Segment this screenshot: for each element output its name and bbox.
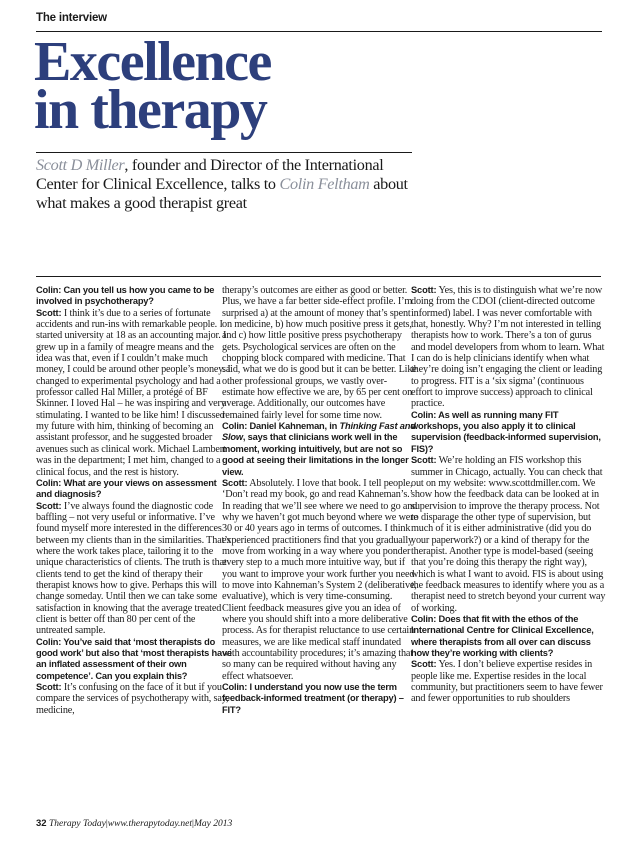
headline <box>34 31 271 141</box>
headline-line-1: Excellence <box>34 31 271 93</box>
publication-name: Therapy Today <box>48 819 106 829</box>
section-label: The interview <box>36 12 107 24</box>
answer-text: Yes. I don’t believe expertise resides in people like me. Expertise resides in the local community, but practitioners seem to have fewer and fewer opportunities to rub shoulders <box>411 659 603 705</box>
answer-text: I think it’s due to a series of fortunate accidents and run-ins with remarkable people. I started university at 18 as an accounting major. I grew up in a family of meagre means and the idea was that, even if I couldn’t make much money, I could be around other people’s money. I changed to experimental psychology and had a professor called Hal Miller, a protégé of BF Skinner. I loved Hal – he was inspiring and very stimulating. I wanted to be like him! I discussed my future with him, thinking of becoming an assistant professor, and he suggested broader avenues such as clinical work. Michael Lambert was in the department; I met him, changed to a clinical focus, and the rest is history. <box>36 307 231 478</box>
interview-question: Colin: I understand you now use the term feedback-informed treatment (or therapy) – FIT? <box>222 682 404 715</box>
standfirst-rule <box>36 152 412 153</box>
headline-line-2: in therapy <box>34 79 267 141</box>
page-number: 32 <box>36 818 47 829</box>
article-column-2 <box>222 285 418 716</box>
footer-separator: | <box>192 819 194 829</box>
subject-name: Scott D Miller <box>36 156 125 174</box>
interview-answer <box>36 308 232 478</box>
interview-answer <box>222 285 418 421</box>
interviewer-name: Colin Feltham <box>279 175 370 193</box>
column-2-rule <box>222 276 412 277</box>
standfirst-text-1: , founder and Director of the International Center for Clinical Excellence, talks to <box>36 156 384 193</box>
footer-separator: | <box>105 819 108 829</box>
column-1-rule <box>36 276 226 277</box>
interview-question: Colin: What are your views on assessment and diagnosis? <box>36 477 217 500</box>
standfirst-text-2: about what makes a good therapist great <box>36 175 408 212</box>
interview-answer <box>411 285 607 410</box>
speaker-label: Scott: <box>36 307 62 318</box>
answer-text: therapy’s outcomes are either as good or better. Plus, we have a far better side-effect profile. I’m surprised a) at the amount of money that’s spent on medicine, b) how much positive press it gets, and c) how little positive press psychotherapy gets. Psychological services are often on the chopping block compared with medicine. That said, what we do is good but it can be better. Like other professional groups, we vastly over-estimate how effective we are, by 65 per cent on average. Additionally, our outcomes have remained fairly level for some time now. <box>222 285 417 421</box>
interview-question: Colin: Does that fit with the ethos of the International Centre for Clinical Excellence, where therapists from all over can discuss how they’re working with clients? <box>411 613 594 658</box>
interview-question: Colin: Can you tell us how you came to be involved in psychotherapy? <box>36 285 215 307</box>
interview-answer <box>411 659 607 704</box>
answer-text: It’s confusing on the face of it but if you compare the services of psychotherapy with, say, medicine, <box>36 682 229 716</box>
interview-question <box>222 421 418 478</box>
page-footer <box>36 818 232 829</box>
speaker-label: Scott: <box>36 500 62 511</box>
answer-text: Absolutely. I love that book. I tell people, ‘Don’t read my book, go and read Kahneman’s.’ In reading that we’ll see where we need to go and why we haven’t got much beyond where we were 30 or 40 years ago in terms of outcomes. I think experienced practitioners find that you gradually move from working in a way where you ponder every step to a much more intuitive way, but if you want to improve your work further you need to move into Kahneman’s System 2 (deliberative, evaluative), which is very time-consuming. Client feedback measures give you an idea of where you should shift into a more deliberative process. As for therapist reluctance to use certain measures, we are like medical staff inundated with accountability procedures; it’s amazing that so many can be required without having any effect whatsoever. <box>222 477 418 682</box>
issue-date: May 2013 <box>193 819 233 829</box>
speaker-label: Scott: <box>411 659 437 670</box>
answer-text: I’ve always found the diagnostic code baffling – not very useful or informative. I’ve found myself more interested in the differences between my clients than in the similarities. That’s where the work takes place, tailoring it to the unique characteristics of clients. The truth is that clients tend to get the kind of therapy their therapist knows how to give. Perhaps this will change someday. Until then we can take some satisfaction in knowing that the average treated client is better off than 80 per cent of the untreated sample. <box>36 500 231 637</box>
answer-text: We’re holding an FIS workshop this summer in Chicago, actually. You can check that out on my website: www.scottdmiller.com. We show how the feedback data can be looked at in supervision to improve the therapy process. Not to disparage the other type of supervision, but much of it is either administrative (did you do your paperwork?) or a kind of therapy for the therapist. Another type is model-based (seeing that you’re doing this therapy the right way), which is what I want to avoid. FIS is about using the feedback measures to identify where you as a therapist need to stretch beyond your current way of working. <box>411 455 606 614</box>
standfirst <box>36 156 416 213</box>
question-text: , says that clinicians work well in the moment, working intuitively, but are not so good at seeing their limitations in the longer view. <box>222 432 409 477</box>
column-3-rule <box>411 276 601 277</box>
speaker-label: Scott: <box>411 285 437 295</box>
answer-text: Yes, this is to distinguish what we’re now doing from the CDOI (client-directed outcome informed) label. I was never comfortable with that, honestly. Why? I’m not interested in telling therapists how to work. There’s a ton of gurus and model developers from whom to learn. What I can do is help clinicians identify when what they’re doing isn’t engaging the client or leading to progress. FIT is a ‘six sigma’ (continuous effort to improve success) approach to clinical practice. <box>411 285 605 410</box>
article-column-1 <box>36 285 232 716</box>
speaker-label: Scott: <box>36 682 62 693</box>
article-column-3 <box>411 285 607 705</box>
interview-answer <box>411 455 607 614</box>
speaker-label: Scott: <box>222 477 248 488</box>
book-title: Thinking Fast and Slow <box>222 421 416 443</box>
interview-answer <box>36 501 232 637</box>
question-text: Colin: Daniel Kahneman, in <box>222 421 340 432</box>
interview-question: Colin: You’ve said that ‘most therapists do good work’ but also that ‘most therapists have an inflated assessment of their own competence’. Can you explain this? <box>36 636 232 681</box>
interview-answer <box>36 682 232 716</box>
interview-question: Colin: As well as running many FIT workshops, you also apply it to clinical supervision (feedback-informed supervision, FIS)? <box>411 409 601 454</box>
publication-website: www.therapytoday.net <box>107 819 193 829</box>
speaker-label: Scott: <box>411 455 437 466</box>
interview-answer <box>222 478 418 682</box>
